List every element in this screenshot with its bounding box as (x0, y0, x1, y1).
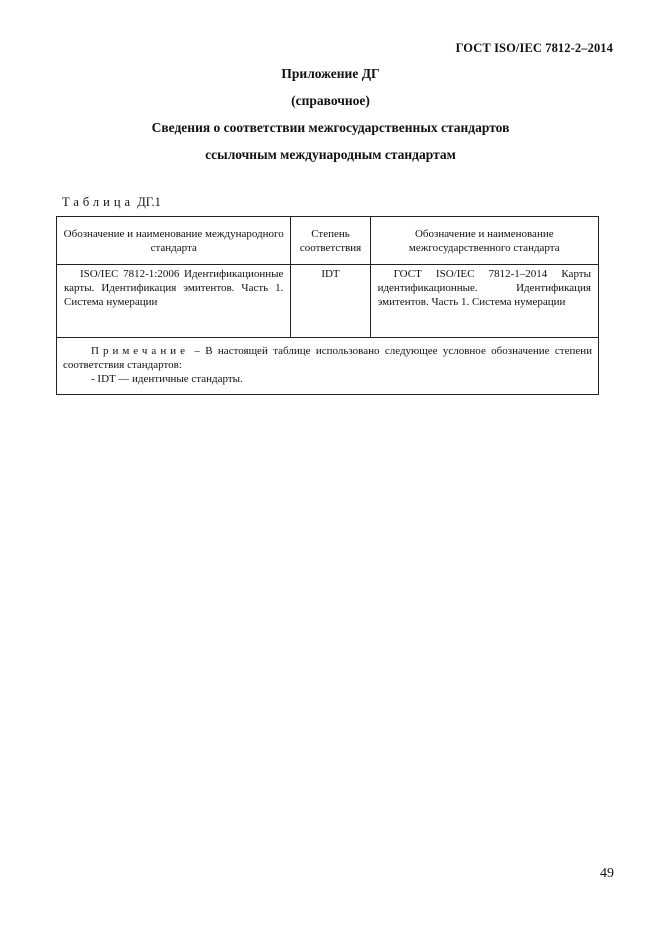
document-code-header: ГОСТ ISO/IEC 7812-2–2014 (455, 41, 613, 55)
correspondence-table (56, 216, 599, 395)
note-text: – В настоящей таблице использовано следующее условное обозначение степени соответствия стандартов: (63, 345, 593, 371)
annex-title: Приложение ДГ (281, 66, 380, 81)
note-line (63, 344, 592, 372)
header-interstate-standard: Обозначение и наименование межгосударственного стандарта (370, 217, 598, 265)
annex-description-line-2: ссылочным международным стандартам (205, 147, 456, 162)
header-degree-of-correspondence: Степень соответствия (291, 217, 370, 265)
annex-description-line-1: Сведения о соответствии межгосударственных стандартов (151, 120, 510, 135)
cell-interstate-standard-text: ГОСТ ISO/IEC 7812-1–2014 Карты идентификационные. Идентификация эмитентов. Часть 1. Система нумерации (377, 268, 591, 308)
cell-interstate-standard (370, 265, 598, 338)
table-caption (62, 195, 161, 210)
note-item: - IDT — идентичные стандарты. (91, 373, 243, 385)
table-note-row (57, 338, 599, 395)
table-caption-label: Таблица (62, 195, 135, 209)
cell-degree: IDT (291, 265, 370, 338)
header-international-standard: Обозначение и наименование международного стандарта (57, 217, 291, 265)
table-caption-number: ДГ.1 (137, 195, 161, 209)
page-number: 49 (600, 866, 614, 881)
table-note (57, 338, 599, 395)
cell-international-standard-text: ISO/IEC 7812-1:2006 Идентификационные карты. Идентификация эмитентов. Часть 1. Система нумерации (64, 268, 284, 308)
table-header-row (57, 217, 599, 265)
cell-international-standard (57, 265, 291, 338)
annex-type: (справочное) (291, 93, 370, 108)
note-label: Примечание (91, 345, 189, 357)
table-row (57, 265, 599, 338)
